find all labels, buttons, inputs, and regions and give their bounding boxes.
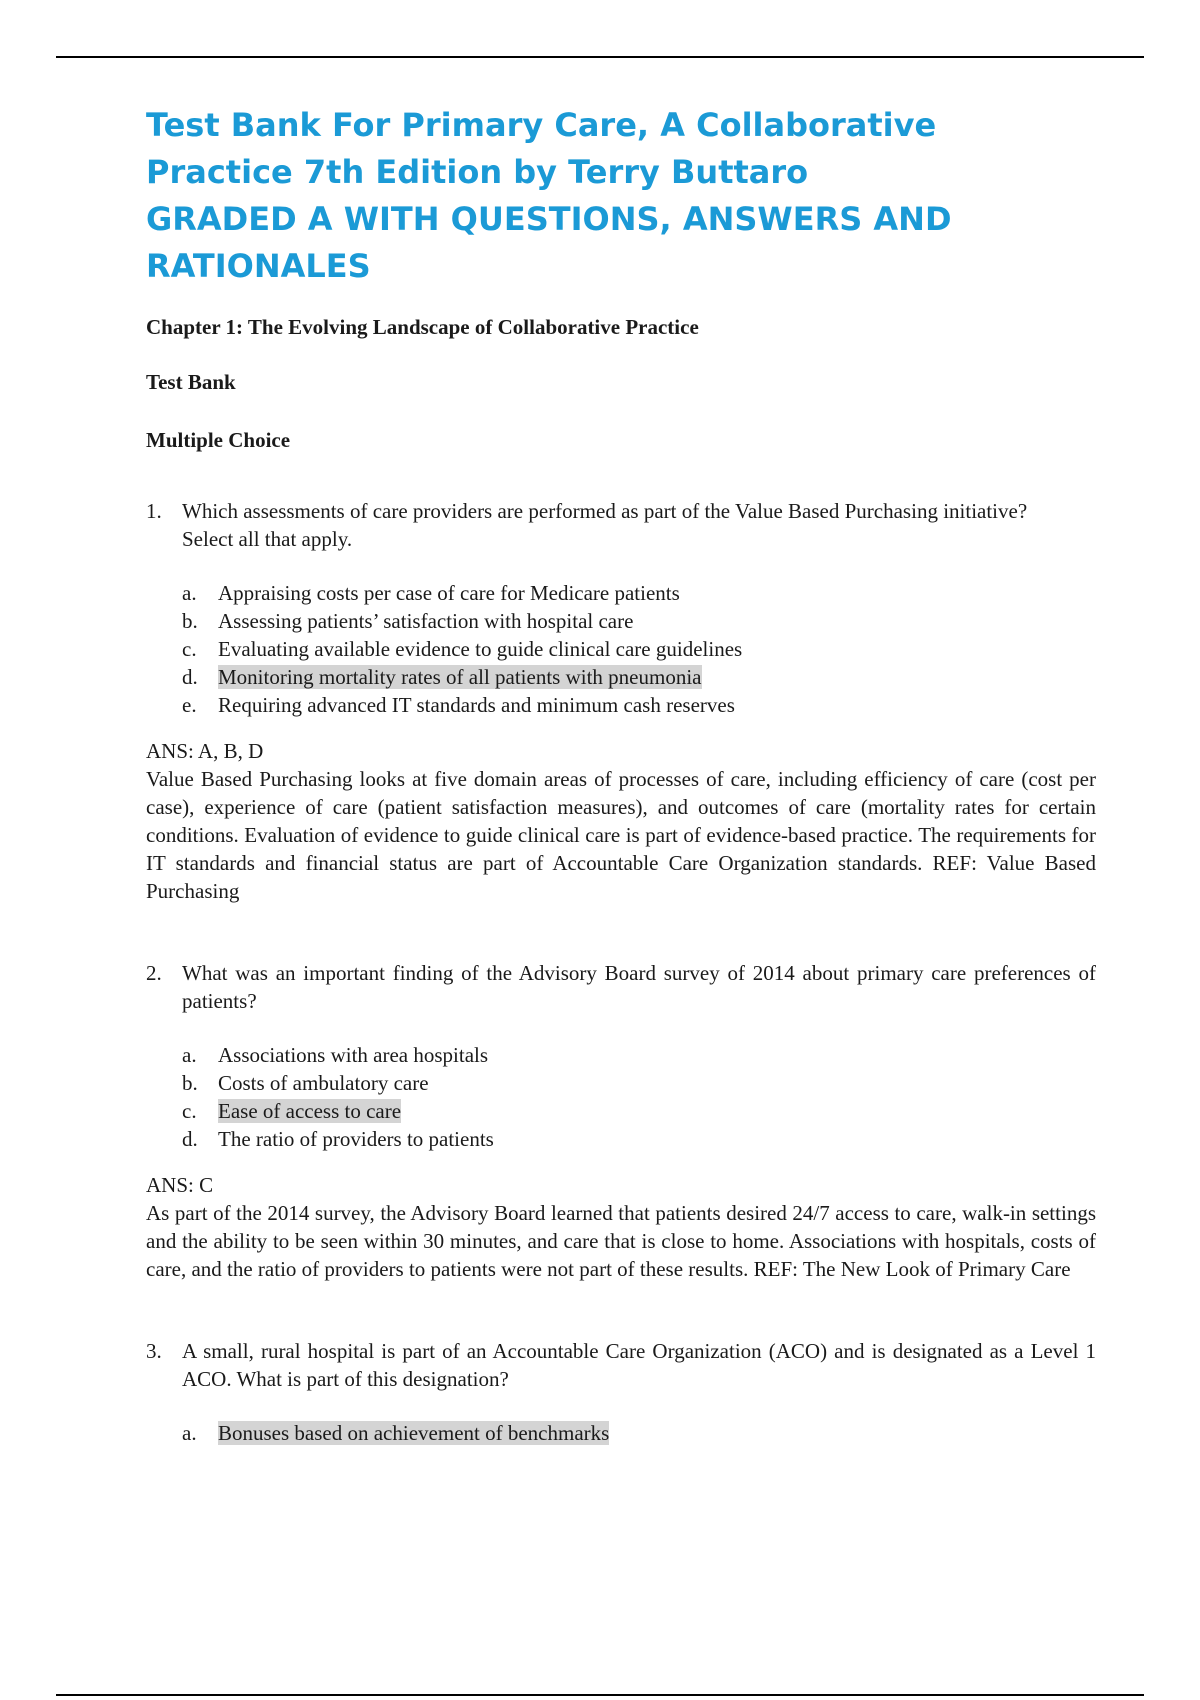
option-letter: b. <box>182 609 198 633</box>
option-text: Costs of ambulatory care <box>218 1071 429 1095</box>
option-text: Evaluating available evidence to guide clinical care guidelines <box>218 637 743 661</box>
option-text: Assessing patients’ satisfaction with hospital care <box>218 609 634 633</box>
highlighted-option-text: Ease of access to care <box>218 1099 402 1123</box>
answer-options-3 <box>182 1419 1096 1447</box>
option-letter: e. <box>182 693 197 717</box>
option-b <box>182 607 1096 635</box>
option-letter: a. <box>182 1043 197 1067</box>
rationale-1: Value Based Purchasing looks at five domain areas of processes of care, including efficiency of care (cost per case), experience of care (patient satisfaction measures), and outcomes of care (mortality rates for certain conditions. Evaluation of evidence to guide clinical care is part of evidence-based practice. The requirements for IT standards and financial status are part of Accountable Care Organization standards. REF: Value Based Purchasing <box>146 767 1096 903</box>
highlighted-option-text: Monitoring mortality rates of all patients with pneumonia <box>218 665 702 689</box>
option-letter: c. <box>182 1099 197 1123</box>
question-note: Select all that apply. <box>182 527 353 551</box>
question-type-heading: Multiple Choice <box>146 428 291 452</box>
option-a <box>182 1419 1096 1447</box>
question-number: 2. <box>146 961 162 985</box>
top-rule <box>56 56 1144 58</box>
option-letter: a. <box>182 581 197 605</box>
section-heading: Test Bank <box>146 370 236 394</box>
option-d <box>182 1125 1096 1153</box>
option-d <box>182 663 1096 691</box>
option-c <box>182 635 1096 663</box>
question-number: 3. <box>146 1339 162 1363</box>
option-text: Associations with area hospitals <box>218 1043 489 1067</box>
option-c <box>182 1097 1096 1125</box>
rationale-2: As part of the 2014 survey, the Advisory Board learned that patients desired 24/7 access to care, walk-in settings and the ability to be seen within 30 minutes, and care that is close to home. Associations with hospitals, costs of care, and the ratio of providers to patients were not part of these results. REF: The New Look of Primary Care <box>146 1201 1096 1281</box>
chapter-heading: Chapter 1: The Evolving Landscape of Collaborative Practice <box>146 315 699 339</box>
document-title: Test Bank For Primary Care, A Collaborative Practice 7th Edition by Terry Buttaro GRADED A WITH QUESTIONS, ANSWERS AND RATIONALES <box>146 106 952 285</box>
option-text: Requiring advanced IT standards and minimum cash reserves <box>218 693 735 717</box>
question-text: A small, rural hospital is part of an Accountable Care Organization (ACO) and is designated as a Level 1 ACO. What is part of this designation? <box>182 1339 1096 1391</box>
document-body <box>146 102 1096 1447</box>
answer-options-2 <box>182 1041 1096 1153</box>
question-3 <box>146 1337 1096 1393</box>
bottom-rule <box>56 1694 1144 1696</box>
option-a <box>182 579 1096 607</box>
option-a <box>182 1041 1096 1069</box>
question-1 <box>146 497 1096 553</box>
answer-options-1 <box>182 579 1096 719</box>
option-e <box>182 691 1096 719</box>
option-letter: a. <box>182 1421 197 1445</box>
question-text: What was an important finding of the Advisory Board survey of 2014 about primary care preferences of patients? <box>182 961 1096 1013</box>
option-text: Appraising costs per case of care for Medicare patients <box>218 581 680 605</box>
option-letter: b. <box>182 1071 198 1095</box>
option-letter: c. <box>182 637 197 661</box>
question-text: Which assessments of care providers are performed as part of the Value Based Purchasing initiative? <box>182 499 1028 523</box>
answer-key-1: ANS: A, B, D <box>146 739 264 763</box>
highlighted-option-text: Bonuses based on achievement of benchmarks <box>218 1421 610 1445</box>
question-number: 1. <box>146 499 162 523</box>
answer-key-2: ANS: C <box>146 1173 214 1197</box>
option-text: The ratio of providers to patients <box>218 1127 494 1151</box>
option-letter: d. <box>182 665 198 689</box>
option-b <box>182 1069 1096 1097</box>
question-2 <box>146 959 1096 1015</box>
option-letter: d. <box>182 1127 198 1151</box>
